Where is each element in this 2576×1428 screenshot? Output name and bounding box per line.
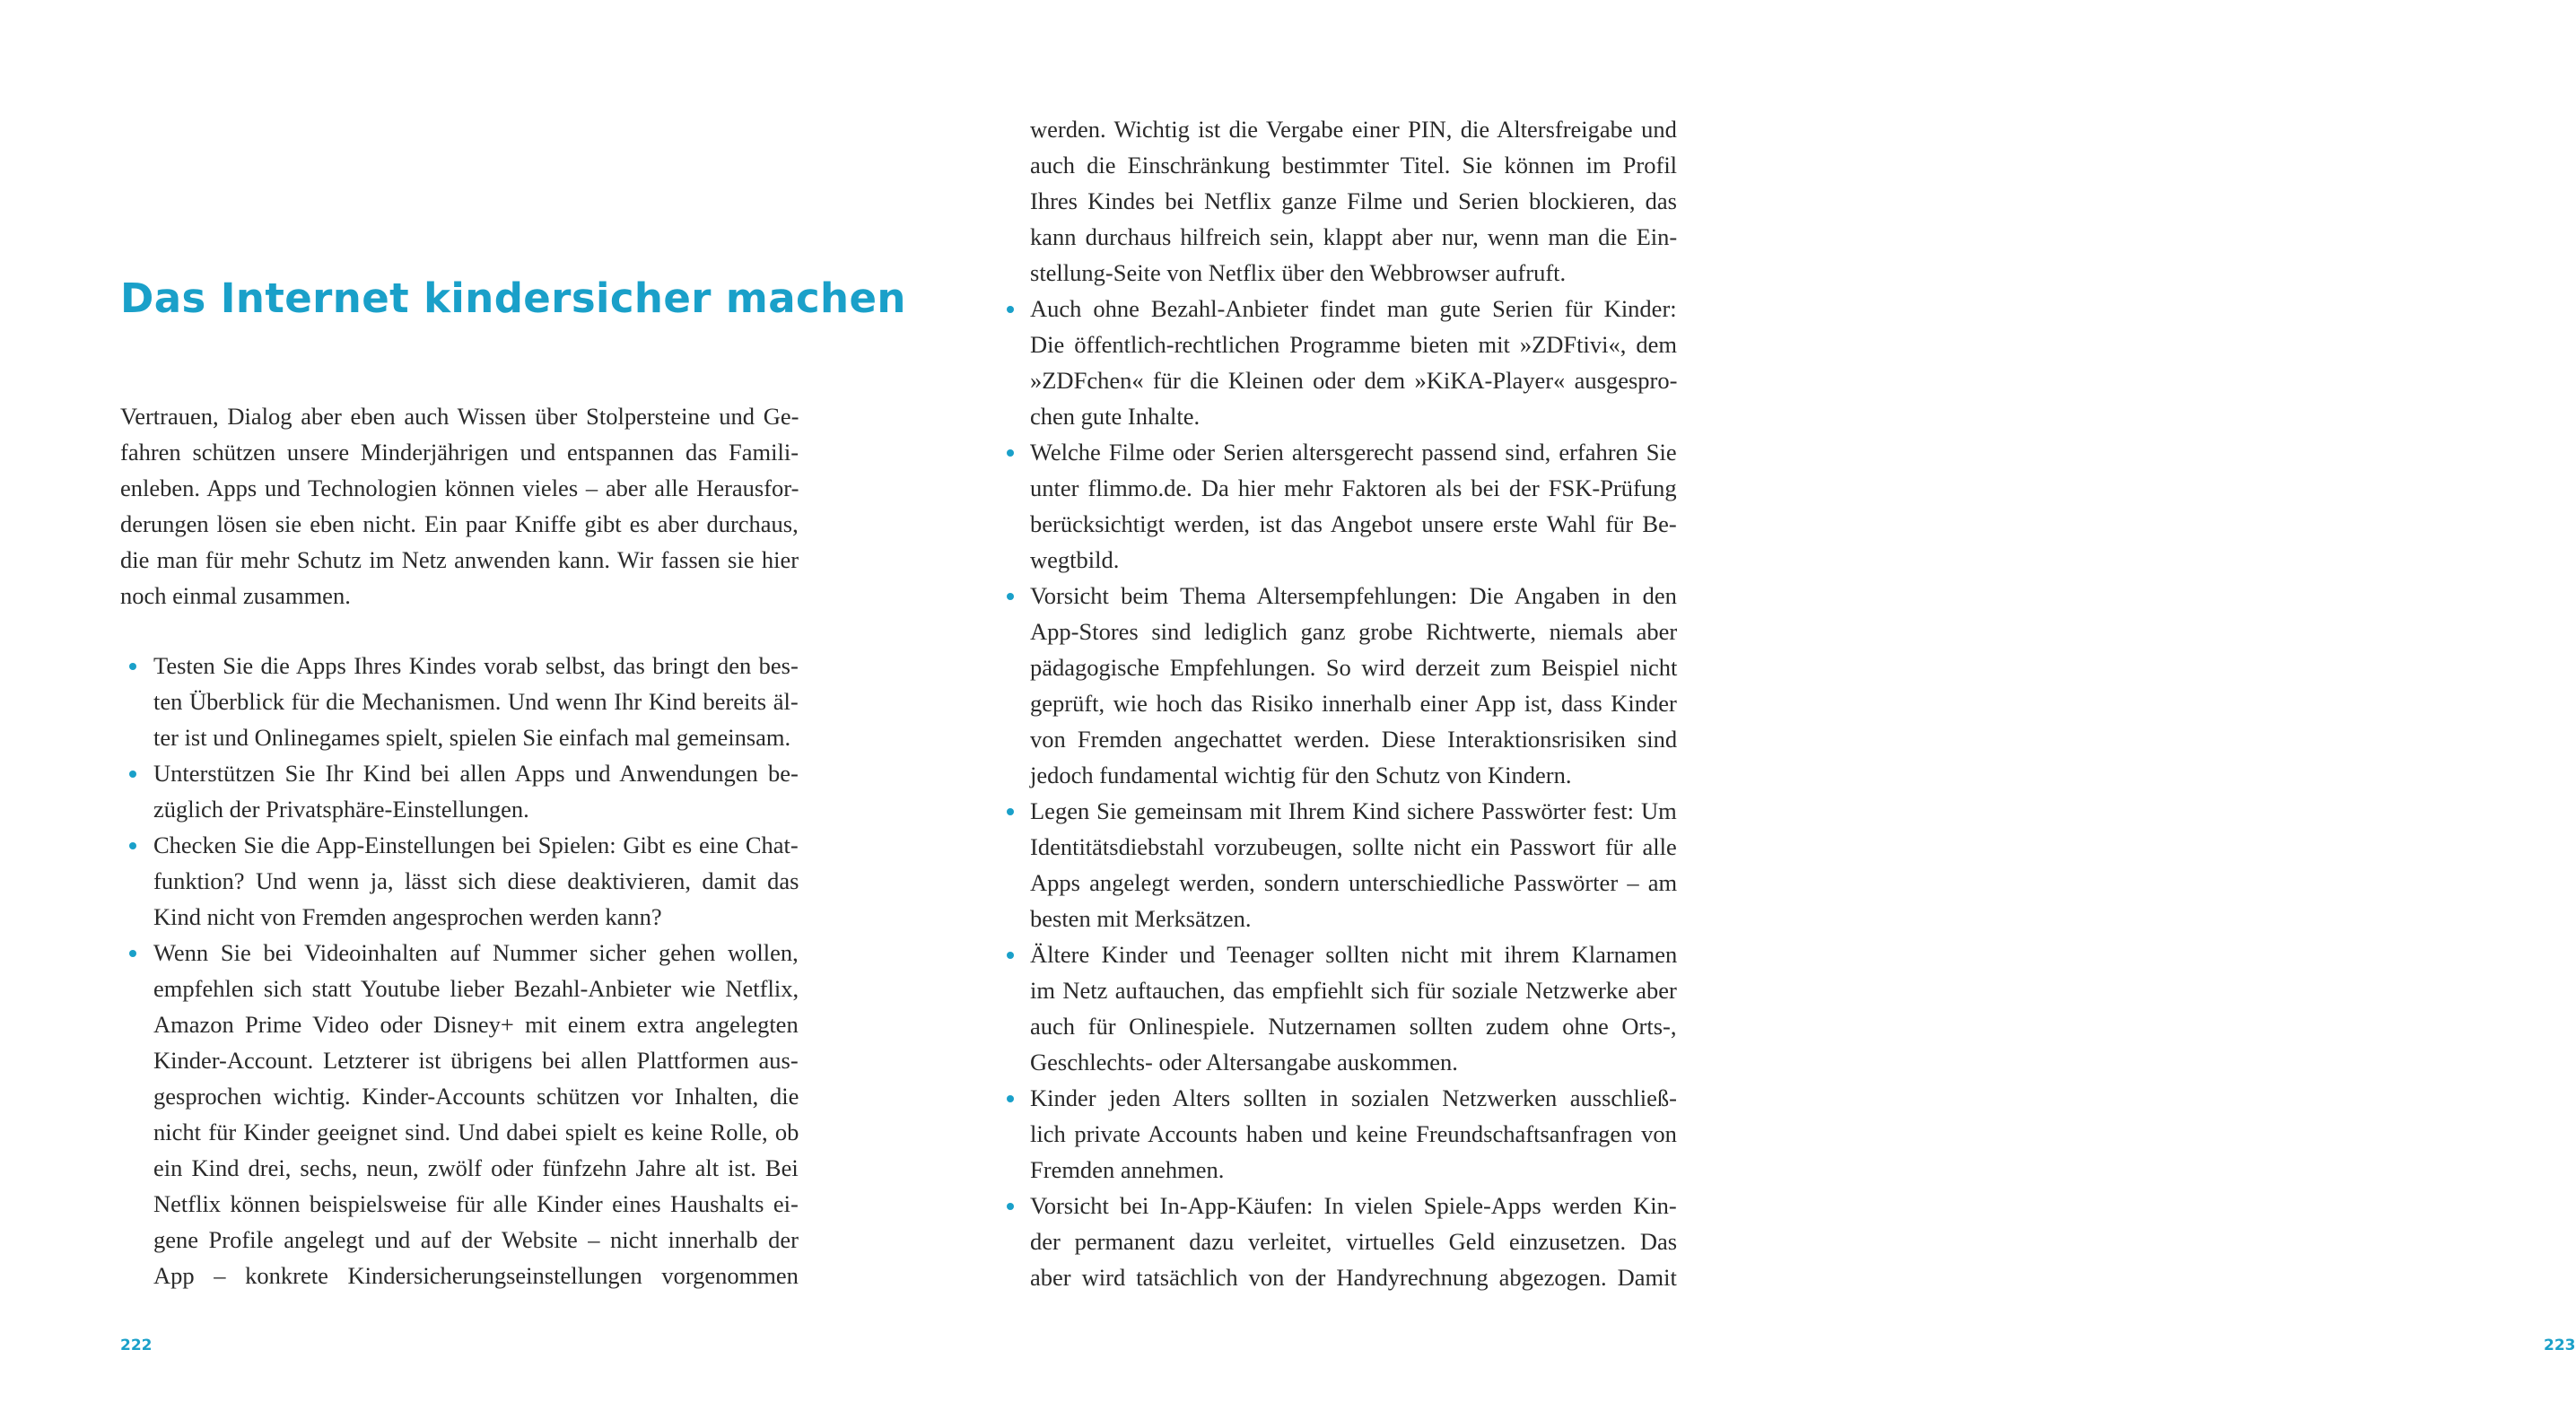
bullet-line: Fremden annehmen. xyxy=(1030,1156,1225,1183)
bullet-line: besten mit Merksätzen. xyxy=(1030,905,1252,932)
continuation-line: kann durchaus hilfreich sein, klappt aber nur, wenn man die Ein- xyxy=(1030,223,1678,250)
bullet-line: von Fremden angechattet werden. Diese Interaktionsrisiken sind xyxy=(1030,726,1678,753)
bullet-line: im Netz auftauchen, das empfiehlt sich für soziale Netzwerke aber xyxy=(1030,977,1677,1004)
bullet-line: ter ist und Onlinegames spielt, spielen Sie einfach mal gemeinsam. xyxy=(153,724,791,751)
bullet-line: Ältere Kinder und Teenager sollten nicht mit ihrem Klarnamen xyxy=(1030,941,1678,968)
bullet-line: Auch ohne Bezahl-Anbieter findet man gute Serien für Kinder: xyxy=(1030,295,1677,322)
bullet-line: Welche Filme oder Serien altersgerecht passend sind, erfahren Sie xyxy=(1030,439,1677,466)
bullet-line: chen gute Inhalte. xyxy=(1030,403,1201,430)
bullet-line: Vorsicht bei In-App-Käufen: In vielen Spiele-Apps werden Kin- xyxy=(1030,1192,1677,1219)
bullet-icon xyxy=(129,950,136,957)
continuation-line: werden. Wichtig ist die Vergabe einer PIN, die Altersfreigabe und xyxy=(1030,116,1677,143)
bullet-line: Netflix können beispielsweise für alle Kinder eines Haushalts ei- xyxy=(153,1190,799,1217)
bullet-icon xyxy=(129,771,136,778)
bullet-icon xyxy=(1007,449,1014,457)
bullet-line: Kinder jeden Alters sollten in sozialen Netzwerken ausschließ- xyxy=(1030,1084,1677,1111)
continuation-line: auch die Einschränkung bestimmter Titel. Sie können im Profil xyxy=(1030,152,1678,178)
bullet-line: Wenn Sie bei Videoinhalten auf Nummer sicher gehen wollen, xyxy=(153,939,799,966)
bullet-line: gene Profile angelegt und auf der Website – nicht innerhalb der xyxy=(153,1226,799,1253)
bullet-line: auch für Onlinespiele. Nutzernamen sollten zudem ohne Orts-, xyxy=(1030,1013,1677,1040)
bullet-line: nicht für Kinder geeignet sind. Und dabei spielt es keine Rolle, ob xyxy=(153,1119,799,1145)
bullet-line: jedoch fundamental wichtig für den Schutz von Kindern. xyxy=(1030,762,1572,788)
bullet-line: Testen Sie die Apps Ihres Kindes vorab selbst, das bringt den bes- xyxy=(153,652,799,679)
bullet-line: ten Überblick für die Mechanismen. Und wenn Ihr Kind bereits äl- xyxy=(153,688,799,715)
bullet-line: wegtbild. xyxy=(1030,546,1120,573)
bullet-line: aber wird tatsächlich von der Handyrechnung abgezogen. Damit xyxy=(1030,1264,1677,1291)
bullet-line: funktion? Und wenn ja, lässt sich diese deaktivieren, damit das xyxy=(153,867,799,894)
bullet-line: geprüft, wie hoch das Risiko innerhalb einer App ist, dass Kinder xyxy=(1030,690,1677,717)
bullet-line: Unterstützen Sie Ihr Kind bei allen Apps und Anwendungen be- xyxy=(153,760,799,787)
bullet-icon xyxy=(1007,1095,1014,1102)
bullet-line: Vorsicht beim Thema Altersempfehlungen: Die Angaben in den xyxy=(1030,582,1677,609)
intro-line: fahren schützen unsere Minderjährigen und entspannen das Famili- xyxy=(120,439,799,466)
bullet-icon xyxy=(1007,1203,1014,1210)
bullet-line: Checken Sie die App-Einstellungen bei Spielen: Gibt es eine Chat- xyxy=(153,832,799,858)
bullet-line: App-Stores sind lediglich ganz grobe Richtwerte, niemals aber xyxy=(1030,618,1678,645)
bullet-icon xyxy=(1007,593,1014,600)
bullet-line: Identitätsdiebstahl vorzubeugen, sollte nicht ein Passwort für alle xyxy=(1030,833,1677,860)
continuation-line: stellung-Seite von Netflix über den Webbrowser aufruft. xyxy=(1030,259,1567,286)
bullet-line: lich private Accounts haben und keine Freundschaftsanfragen von xyxy=(1030,1120,1677,1147)
continuation-line: Ihres Kindes bei Netflix ganze Filme und Serien blockieren, das xyxy=(1030,187,1677,214)
bullet-line: pädagogische Empfehlungen. So wird derzeit zum Beispiel nicht xyxy=(1030,654,1678,681)
bullet-line: ein Kind drei, sechs, neun, zwölf oder fünfzehn Jahre alt ist. Bei xyxy=(153,1154,799,1181)
bullet-line: Kinder-Account. Letzterer ist übrigens bei allen Plattformen aus- xyxy=(153,1047,799,1074)
bullet-line: Amazon Prime Video oder Disney+ mit einem extra angelegten xyxy=(153,1011,799,1038)
bullet-line: App – konkrete Kindersicherungseinstellungen vorgenommen xyxy=(153,1262,799,1289)
bullet-line: der permanent dazu verleitet, virtuelles Geld einzusetzen. Das xyxy=(1030,1228,1678,1255)
intro-line: enleben. Apps und Technologien können vieles – aber alle Herausfor- xyxy=(120,475,799,501)
bullet-line: züglich der Privatsphäre-Einstellungen. xyxy=(153,796,529,823)
bullet-icon xyxy=(129,663,136,670)
bullet-icon xyxy=(1007,306,1014,313)
bullet-line: Legen Sie gemeinsam mit Ihrem Kind sichere Passwörter fest: Um xyxy=(1030,797,1677,824)
page-number-left: 222 xyxy=(120,1337,153,1354)
bullet-line: empfehlen sich statt Youtube lieber Bezahl-Anbieter wie Netflix, xyxy=(153,975,799,1002)
page-number-right: 223 xyxy=(2544,1337,2576,1354)
intro-line: die man für mehr Schutz im Netz anwenden kann. Wir fassen sie hier xyxy=(120,546,799,573)
left-page xyxy=(0,0,906,1428)
chapter-heading: Das Internet kindersicher machen xyxy=(120,274,906,322)
bullet-icon xyxy=(1007,808,1014,815)
intro-line: Vertrauen, Dialog aber eben auch Wissen über Stolpersteine und Ge- xyxy=(120,403,799,430)
bullet-line: »ZDFchen« für die Kleinen oder dem »KiKA-Player« ausgespro- xyxy=(1030,367,1678,394)
bullet-icon xyxy=(1007,952,1014,959)
bullet-line: Geschlechts- oder Altersangabe auskommen. xyxy=(1030,1049,1458,1075)
intro-line: noch einmal zusammen. xyxy=(120,582,351,609)
bullet-line: unter flimmo.de. Da hier mehr Faktoren als bei der FSK-Prüfung xyxy=(1030,475,1677,501)
bullet-line: Die öffentlich-rechtlichen Programme bieten mit »ZDFtivi«, dem xyxy=(1030,331,1677,358)
intro-line: derungen lösen sie eben nicht. Ein paar Kniffe gibt es aber durchaus, xyxy=(120,510,799,537)
bullet-line: berücksichtigt werden, ist das Angebot unsere erste Wahl für Be- xyxy=(1030,510,1677,537)
bullet-line: Kind nicht von Fremden angesprochen werden kann? xyxy=(153,903,662,930)
bullet-icon xyxy=(129,842,136,849)
right-page xyxy=(897,0,2576,1428)
bullet-line: gesprochen wichtig. Kinder-Accounts schützen vor Inhalten, die xyxy=(153,1083,799,1110)
bullet-line: Apps angelegt werden, sondern unterschiedliche Passwörter – am xyxy=(1030,869,1678,896)
